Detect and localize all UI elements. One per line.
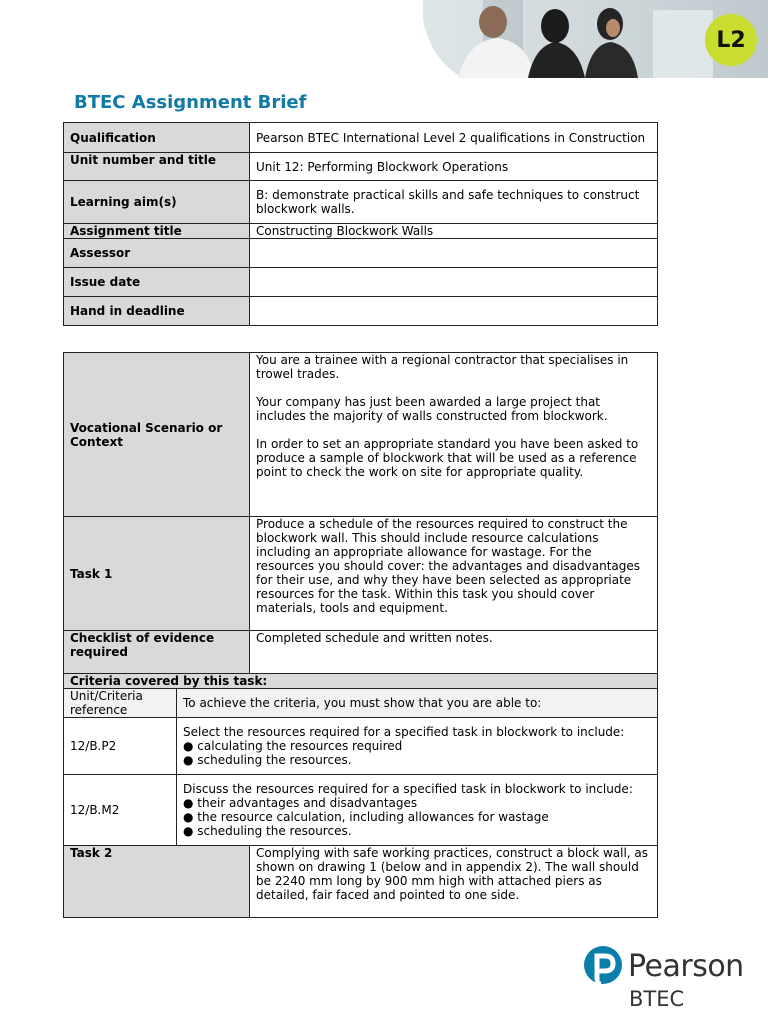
document-title: BTEC Assignment Brief [74, 92, 307, 113]
checklist-row [64, 631, 658, 674]
assessor-label: Assessor [64, 239, 250, 268]
task2-label: Task 2 [64, 846, 250, 918]
criteria-desc-header: To achieve the criteria, you must show that you are able to: [177, 689, 658, 718]
criteria-column-header-row [64, 689, 658, 718]
assignment-title-value: Constructing Blockwork Walls [250, 224, 658, 239]
assessor-value [250, 239, 658, 268]
scenario-label: Vocational Scenario or Context [64, 353, 250, 517]
task1-text: Produce a schedule of the resources required to construct the blockwork wall. This should include resource calculations including an appropriate allowance for wastage. For the resources you should cover: the advantages and disadvantages for their use, and why they have been selected as appropriate resources for the task. Within this task you should cover materials, tools and equipment. [250, 517, 658, 631]
qualification-value: Pearson BTEC International Level 2 qualifications in Construction [250, 123, 658, 153]
criteria-header: Criteria covered by this task: [64, 674, 658, 689]
scenario-text [250, 353, 658, 517]
pearson-wordmark: Pearson [628, 949, 744, 984]
scenario-row [64, 353, 658, 517]
checklist-text: Completed schedule and written notes. [250, 631, 658, 674]
task1-row [64, 517, 658, 631]
checklist-label: Checklist of evidence required [64, 631, 250, 674]
task2-row [64, 846, 658, 918]
criteria-bullet: ● the resource calculation, including allowances for wastage [183, 810, 549, 824]
criteria-row [64, 718, 658, 775]
criteria-row [64, 775, 658, 846]
criteria-bullet: ● scheduling the resources. [183, 824, 352, 838]
learning-aim-value: B: demonstrate practical skills and safe techniques to construct blockwork walls. [250, 181, 658, 224]
qualification-label: Qualification [64, 123, 250, 153]
deadline-row [64, 297, 658, 326]
unit-row [64, 153, 658, 181]
scenario-paragraph: You are a trainee with a regional contractor that specialises in trowel trades. [256, 353, 629, 381]
brief-details-table [63, 122, 658, 326]
scenario-tasks-table [63, 352, 658, 918]
learning-aim-label: Learning aim(s) [64, 181, 250, 224]
criteria-intro: Select the resources required for a specified task in blockwork to include: [183, 725, 625, 739]
task1-label: Task 1 [64, 517, 250, 631]
btec-wordmark: BTEC [629, 987, 685, 1011]
pearson-btec-logo [583, 941, 744, 1013]
deadline-value [250, 297, 658, 326]
scenario-paragraph: Your company has just been awarded a large project that includes the majority of walls constructed from blockwork. [256, 395, 608, 423]
issue-date-label: Issue date [64, 268, 250, 297]
level-badge: L2 [705, 14, 757, 66]
qualification-row [64, 123, 658, 153]
assignment-title-label: Assignment title [64, 224, 250, 239]
scenario-paragraph: In order to set an appropriate standard you have been asked to produce a sample of blockwork that will be used as a reference point to check the work on site for appropriate quality. [256, 437, 639, 479]
criteria-bullet: ● their advantages and disadvantages [183, 796, 418, 810]
issue-date-row [64, 268, 658, 297]
issue-date-value [250, 268, 658, 297]
assessor-row [64, 239, 658, 268]
criteria-ref: 12/B.M2 [64, 775, 177, 846]
criteria-bullet: ● scheduling the resources. [183, 753, 352, 767]
pearson-logo-icon [583, 943, 623, 991]
criteria-desc [177, 775, 658, 846]
learning-aim-row [64, 181, 658, 224]
assignment-title-row [64, 224, 658, 239]
criteria-bullet: ● calculating the resources required [183, 739, 403, 753]
unit-label: Unit number and title [64, 153, 250, 181]
criteria-intro: Discuss the resources required for a specified task in blockwork to include: [183, 782, 633, 796]
criteria-ref-header: Unit/Criteria reference [64, 689, 177, 718]
criteria-header-row [64, 674, 658, 689]
criteria-desc [177, 718, 658, 775]
task2-text: Complying with safe working practices, construct a block wall, as shown on drawing 1 (below and in appendix 2). The wall should be 2240 mm long by 900 mm high with attached piers as detailed, fair faced and pointed to one side. [250, 846, 658, 918]
criteria-ref: 12/B.P2 [64, 718, 177, 775]
deadline-label: Hand in deadline [64, 297, 250, 326]
unit-value: Unit 12: Performing Blockwork Operations [250, 153, 658, 181]
